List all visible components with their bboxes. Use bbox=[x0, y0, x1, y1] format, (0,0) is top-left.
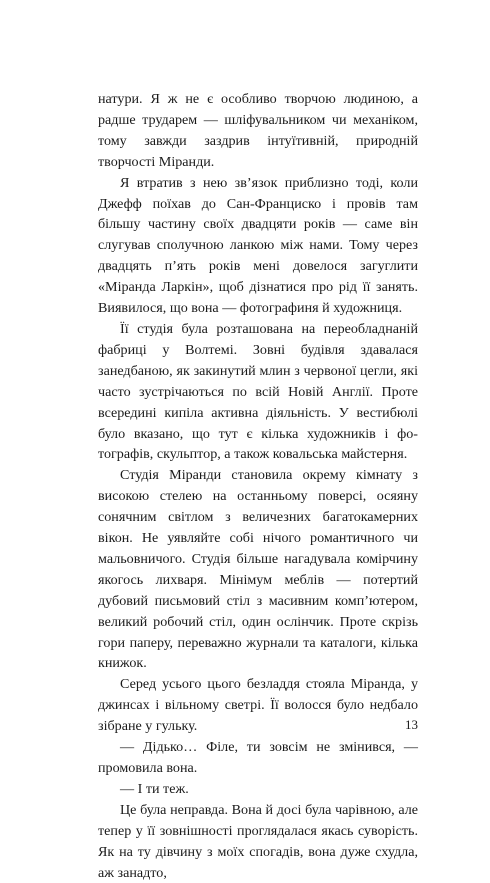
dialog-line-2: — І ти теж. bbox=[120, 780, 189, 797]
paragraph-2: Я втратив з нею зв’язок приблизно тоді, коли Джефф поїхав до Сан-Франциско і провів там більшу частину своїх двадцяти років — саме він слугував сполучною ланкою між нами. Тому через двадцять п’ять років мені довелося загуглити «Міранда Ларкін», щоб дізнатися про рід її занять. Виявилося, що вона — фотографиня й художниця. bbox=[98, 174, 418, 317]
body-text bbox=[98, 89, 418, 883]
paragraph-6: Це була неправда. Вона й досі була чарівною, але тепер у її зовнішності проглядалася якась суворість. Як на ту дівчину з моїх спогадів, вона дуже схудла, аж занадто, bbox=[98, 801, 418, 881]
paragraph-4: Студія Міранди становила окрему кімнату з високою стелею на останньому поверсі, осяяну сонячним світлом з величезних багатокамерних вікон. Не уявляйте собі нічого романтичного чи мальовничого. Студія більше нагадувала комірчину якогось лихваря. Мінімум меблів — потертий дубовий письмовий стіл з масивним комп’ютером, великий робочий стіл, один ослінчик. Проте скрізь гори паперу, переважно журнали та каталоги, кілька книжок. bbox=[98, 467, 418, 672]
dialog-line-1: — Дідько… Філе, ти зовсім не змінився, — промовила вона. bbox=[98, 739, 418, 776]
paragraph-3: Її студія була розташована на переобладнаній фабриці у Волтемі. Зовні будівля здавалася занедбаною, як закинутий млин з червоної цегли, які часто зустрічаються по всій Новій Англії. Проте всередині кипіла активна діяльність. У вестибюлі було вказано, що тут є кілька художників і фотографів, скульптор, а також ковальська майстерня. bbox=[98, 320, 418, 463]
paragraph-1: натури. Я ж не є особливо творчою людиною, а радше трударем — шліфувальником чи механіком, тому завжди заздрив інтуїтивній, природній творчості Міранди. bbox=[98, 91, 418, 170]
paragraph-5: Серед усього цього безладдя стояла Міранда, у джинсах і вільному светрі. Її волосся було недбало зібране у гульку. bbox=[98, 676, 418, 735]
page-number: 13 bbox=[405, 717, 418, 732]
